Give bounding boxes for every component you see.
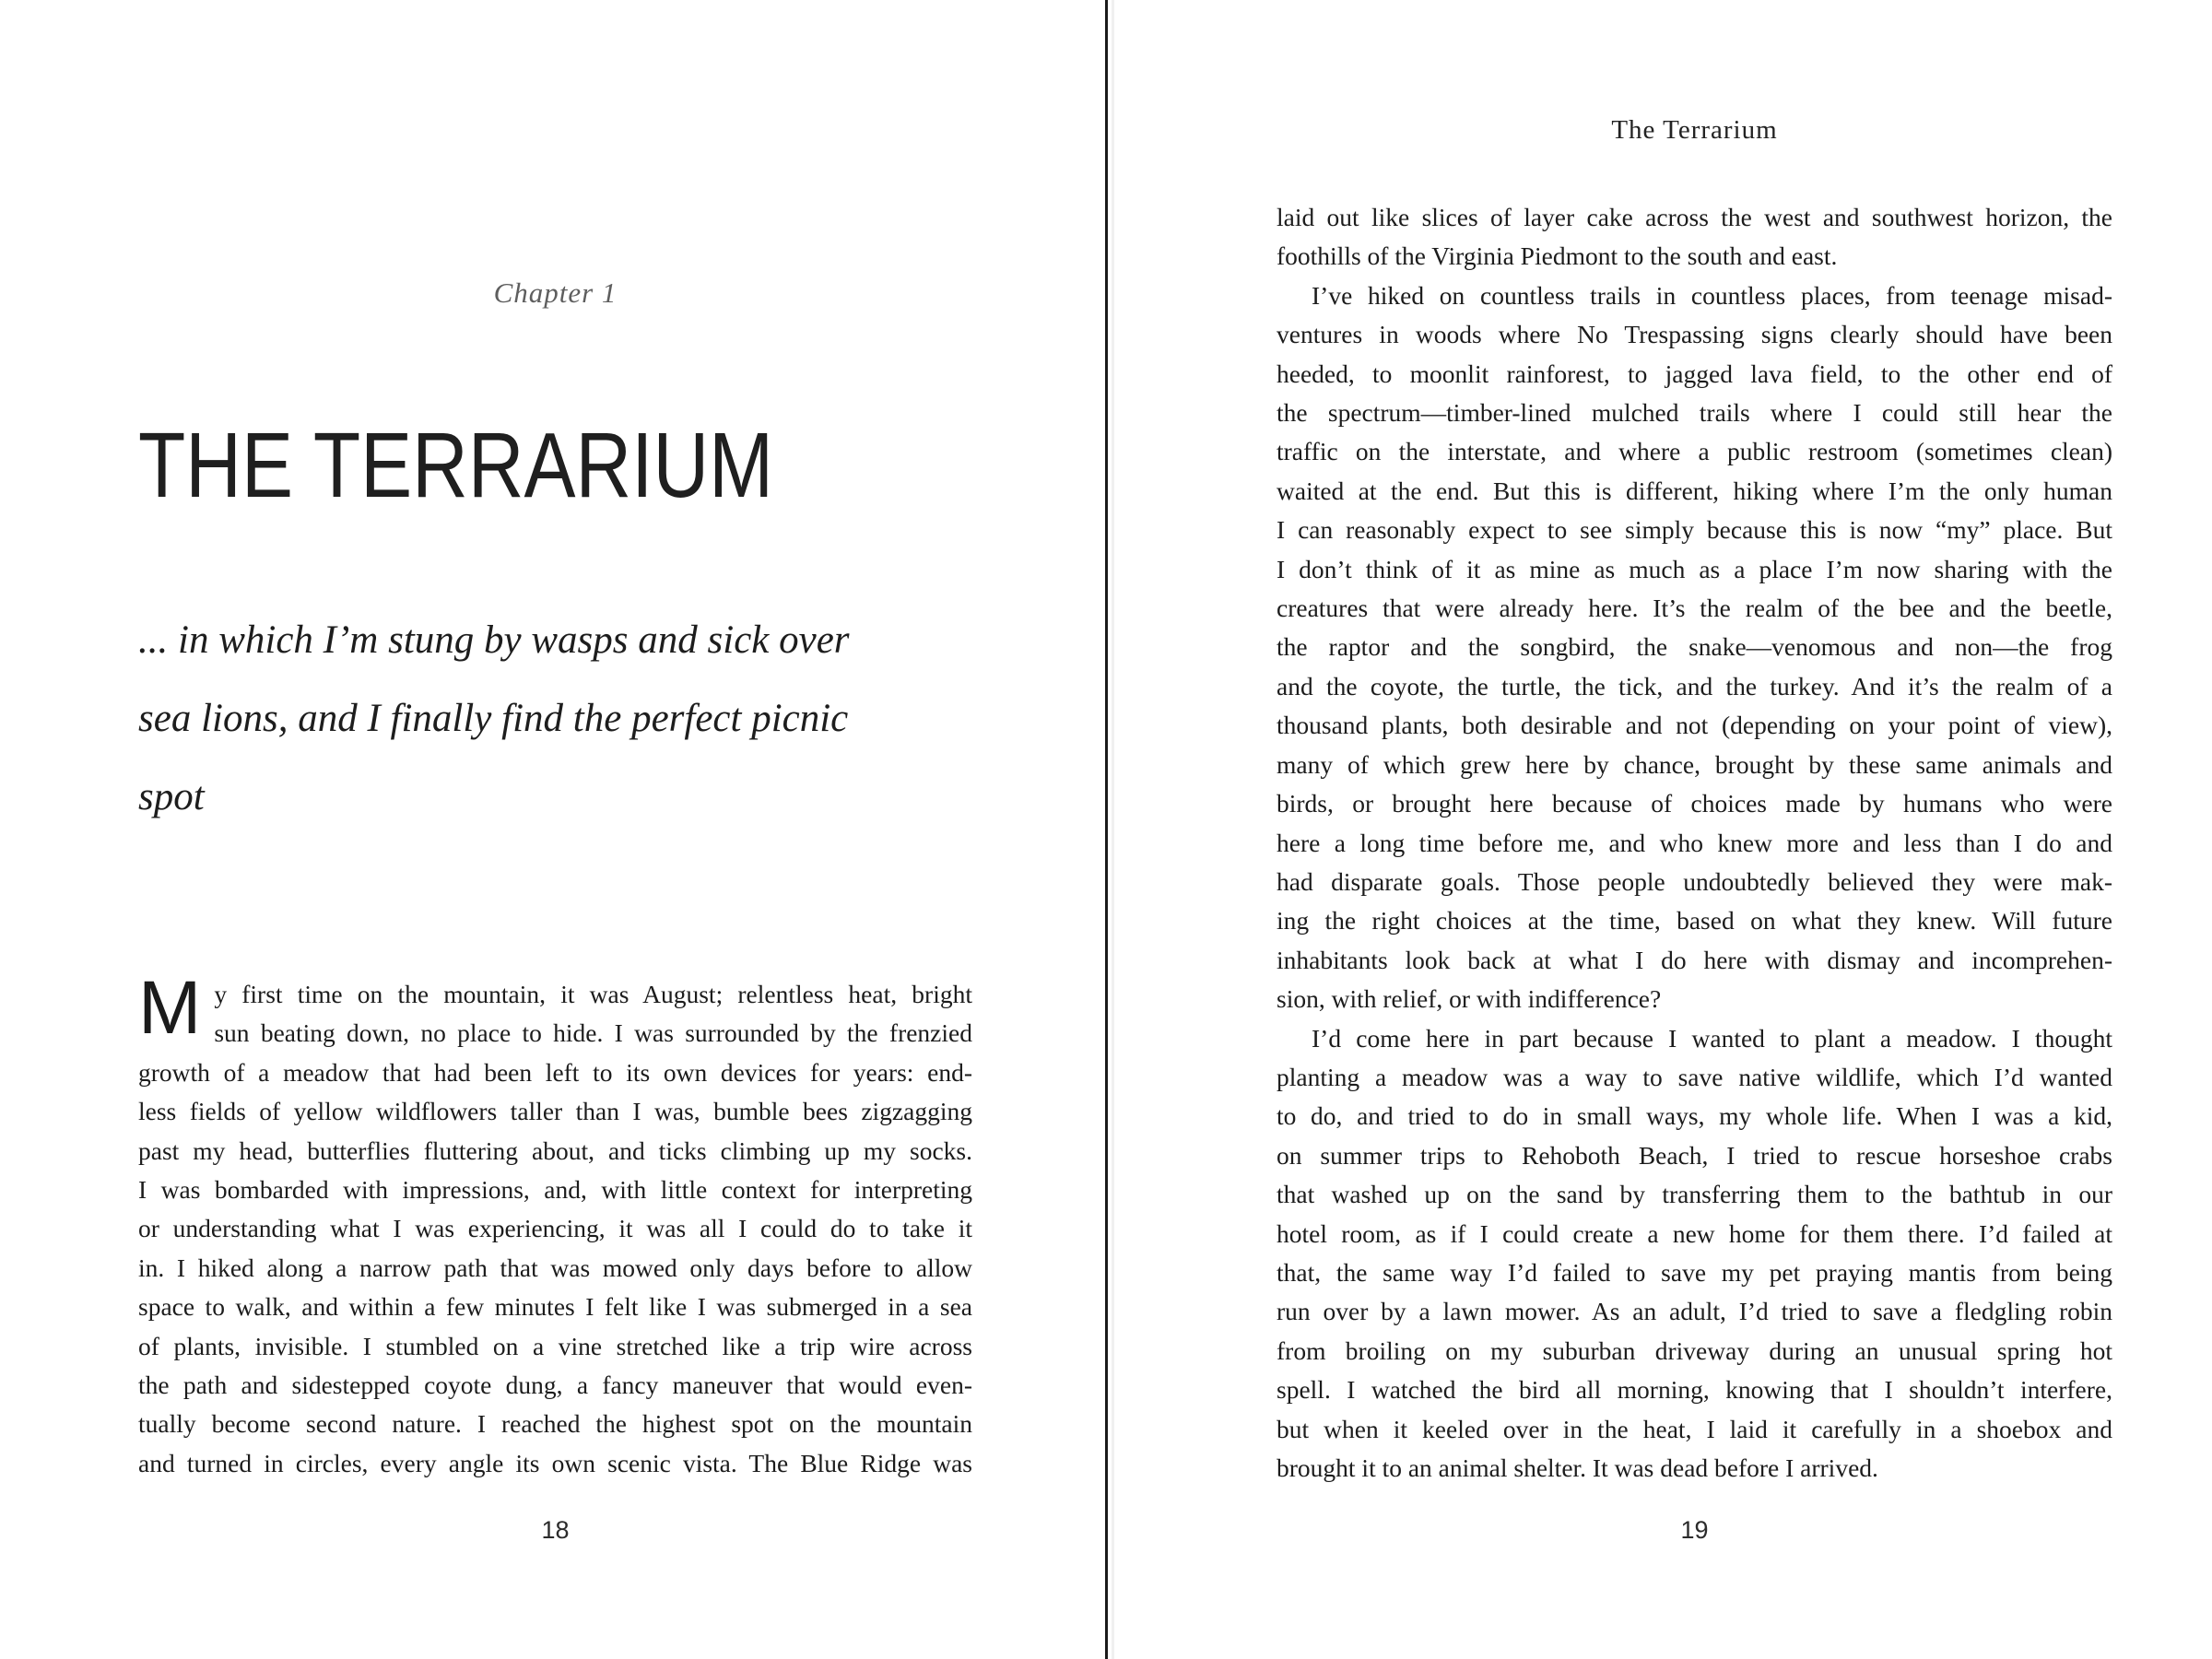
body-line: foothills of the Virginia Piedmont to the south and east. — [1277, 241, 1838, 271]
page-spine-divider — [1105, 0, 1108, 1659]
chapter-label: Chapter 1 — [493, 276, 618, 309]
chapter-subtitle-line: ... in which I’m stung by wasps and sick over — [138, 618, 850, 662]
body-line: y first time on the mountain, it was August; relentless heat, bright — [214, 980, 972, 1008]
body-line: less fields of yellow wildflowers taller than I was, bumble bees zigzagging — [138, 1097, 972, 1126]
chapter-subtitle — [138, 601, 972, 836]
body-line: I don’t think of it as mine as much as a place I’m now sharing with the — [1277, 554, 2112, 583]
body-line: hotel room, as if I could create a new home for them there. I’d failed at — [1277, 1218, 2112, 1248]
body-line: thousand plants, both desirable and not (depending on your point of view), — [1277, 711, 2112, 740]
body-line: that, the same way I’d failed to save my pet praying mantis from being — [1277, 1257, 2112, 1287]
chapter-subtitle-line: sea lions, and I finally find the perfect picnic — [138, 697, 849, 740]
body-line: past my head, butterflies fluttering about, and ticks climbing up my socks. — [138, 1135, 972, 1165]
body-line: heeded, to moonlit rainforest, to jagged lava field, to the other end of — [1277, 359, 2112, 388]
body-line: space to walk, and within a few minutes I felt like I was submerged in a sea — [138, 1292, 972, 1322]
left-page-number: 18 — [541, 1516, 570, 1544]
body-line: spell. I watched the bird all morning, knowing that I shouldn’t interfere, — [1277, 1375, 2112, 1405]
left-page-body — [138, 966, 972, 1483]
body-line: ventures in woods where No Trespassing signs clearly should have been — [1277, 320, 2112, 349]
left-page-paragraphs — [138, 966, 972, 1483]
left-page — [138, 0, 972, 1659]
body-line: run over by a lawn mower. As an adult, I’d tried to save a fledgling robin — [1277, 1297, 2112, 1326]
body-line: inhabitants look back at what I do here with dismay and incomprehen- — [1277, 945, 2112, 974]
body-line: the spectrum—timber-lined mulched trails where I could still hear the — [1277, 398, 2112, 428]
body-line: and the coyote, the turtle, the tick, and the turkey. And it’s the realm of a — [1277, 671, 2112, 700]
body-line: many of which grew here by chance, brought by these same animals and — [1277, 749, 2112, 779]
right-page-number: 19 — [1680, 1516, 1709, 1544]
body-line: growth of a meadow that had been left to its own devices for years: end- — [138, 1057, 972, 1087]
body-line: the raptor and the songbird, the snake—venomous and non—the frog — [1277, 632, 2112, 662]
body-line: brought it to an animal shelter. It was dead before I arrived. — [1277, 1453, 1878, 1482]
right-page — [1277, 0, 2112, 1659]
body-line: the path and sidestepped coyote dung, a fancy maneuver that would even- — [138, 1371, 972, 1400]
paragraph — [1277, 276, 2112, 1019]
body-line: ing the right choices at the time, based on what they knew. Will future — [1277, 906, 2112, 935]
chapter-subtitle-line: spot — [138, 775, 205, 818]
body-line: I can reasonably expect to see simply because this is now “my” place. But — [1277, 515, 2112, 545]
body-line: had disparate goals. Those people undoubtedly believed they were mak- — [1277, 866, 2112, 896]
body-line: I’d come here in part because I wanted to plant a meadow. I thought — [1312, 1023, 2112, 1053]
body-line: tually become second nature. I reached the highest spot on the mountain — [138, 1409, 972, 1439]
body-line: traffic on the interstate, and where a public restroom (sometimes clean) — [1277, 437, 2112, 466]
body-line: waited at the end. But this is different, hiking where I’m the only human — [1277, 476, 2112, 505]
paragraph — [138, 966, 972, 1483]
paragraph — [1277, 1019, 2112, 1488]
body-line: sion, with relief, or with indifference? — [1277, 984, 1662, 1014]
drop-cap: M — [138, 966, 202, 1050]
paragraph — [1277, 198, 2112, 276]
body-line: on summer trips to Rehoboth Beach, I tried to rescue horseshoe crabs — [1277, 1140, 2112, 1170]
body-line: that washed up on the sand by transferring them to the bathtub in our — [1277, 1180, 2112, 1209]
running-header: The Terrarium — [1611, 115, 1778, 145]
body-line: laid out like slices of layer cake across the west and southwest horizon, the — [1277, 203, 2112, 231]
body-line: of plants, invisible. I stumbled on a vine stretched like a trip wire across — [138, 1331, 972, 1360]
body-line: to do, and tried to do in small ways, my whole life. When I was a kid, — [1277, 1101, 2112, 1131]
page-spine-shadow — [1112, 0, 1114, 1659]
chapter-title: THE TERRARIUM — [138, 414, 774, 517]
body-line: I was bombarded with impressions, and, with little context for interpreting — [138, 1175, 972, 1205]
body-line: creatures that were already here. It’s the realm of the bee and the beetle, — [1277, 594, 2112, 623]
body-line: I’ve hiked on countless trails in countless places, from teenage misad- — [1312, 280, 2112, 310]
body-line: from broiling on my suburban driveway during an unusual spring hot — [1277, 1335, 2112, 1365]
body-line: in. I hiked along a narrow path that was mowed only days before to allow — [138, 1253, 972, 1282]
body-line: or understanding what I was experiencing, it was all I could do to take it — [138, 1214, 972, 1243]
body-line: and turned in circles, every angle its own scenic vista. The Blue Ridge was — [138, 1448, 972, 1477]
body-line: planting a meadow was a way to save native wildlife, which I’d wanted — [1277, 1062, 2112, 1091]
body-line: here a long time before me, and who knew more and less than I do and — [1277, 828, 2112, 857]
body-line: but when it keeled over in the heat, I laid it carefully in a shoebox and — [1277, 1414, 2112, 1443]
body-line: birds, or brought here because of choices made by humans who were — [1277, 789, 2112, 818]
right-page-body — [1277, 198, 2112, 1488]
body-line: sun beating down, no place to hide. I was surrounded by the frenzied — [214, 1018, 972, 1048]
